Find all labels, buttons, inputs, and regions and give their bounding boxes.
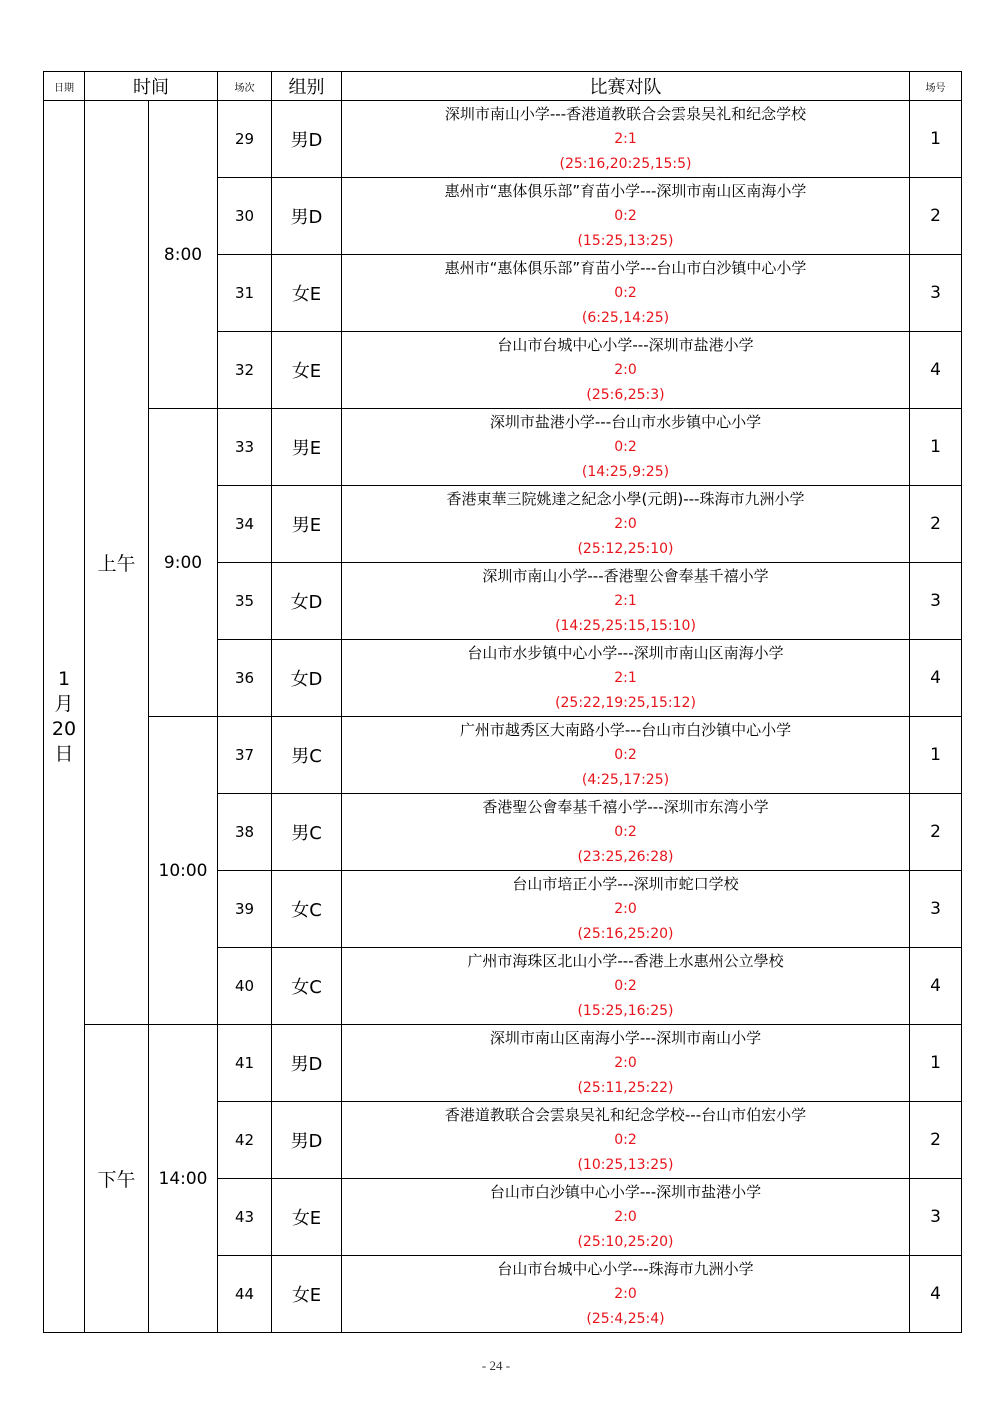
match-teams: 台山市培正小学---深圳市蛇口学校 [512,874,739,893]
table-row [44,1025,962,1102]
match-teams: 深圳市盐港小学---台山市水步镇中心小学 [489,412,762,431]
match-teams: 香港聖公會奉基千禧小学---深圳市东湾小学 [482,797,769,816]
match-score: 2:0 [614,1208,637,1225]
match-number: 41 [218,1025,272,1102]
match-score: 2:1 [614,592,637,609]
match-set-scores: (10:25,13:25) [577,1156,674,1173]
match-group: 女E [272,332,342,409]
time-slot: 8:00 [149,101,218,409]
date-day: 日 [54,742,74,765]
match-number: 37 [218,717,272,794]
half-afternoon: 下午 [85,1025,149,1333]
match-teams: 惠州市“惠体俱乐部”育苗小学---深圳市南山区南海小学 [444,181,807,200]
table-row [44,409,962,486]
match-court: 2 [910,1102,962,1179]
match-group: 女C [272,871,342,948]
match-cell [342,178,910,255]
match-court: 1 [910,101,962,178]
time-slot: 14:00 [149,1025,218,1333]
match-court: 3 [910,563,962,640]
match-court: 1 [910,717,962,794]
match-teams: 台山市白沙镇中心小学---深圳市盐港小学 [489,1182,762,1201]
match-teams: 惠州市“惠体俱乐部”育苗小学---台山市白沙镇中心小学 [444,258,807,277]
match-cell [342,255,910,332]
match-group: 女D [272,563,342,640]
match-court: 3 [910,871,962,948]
match-cell [342,563,910,640]
match-set-scores: (6:25,14:25) [581,309,670,326]
match-score: 2:1 [614,669,637,686]
match-cell [342,794,910,871]
match-group: 男D [272,178,342,255]
match-group: 女E [272,1256,342,1333]
match-court: 2 [910,794,962,871]
match-set-scores: (25:22,19:25,15:12) [555,694,696,711]
header-match-no: 场次 [218,72,272,101]
match-score: 0:2 [614,1131,637,1148]
match-teams: 深圳市南山区南海小学---深圳市南山小学 [489,1028,762,1047]
match-cell [342,486,910,563]
date-day-num: 20 [51,717,77,740]
match-set-scores: (14:25,9:25) [581,463,670,480]
match-score: 0:2 [614,284,637,301]
match-teams: 深圳市南山小学---香港道教联合会雲泉吴礼和纪念学校 [444,104,807,123]
match-cell [342,871,910,948]
match-number: 34 [218,486,272,563]
match-court: 2 [910,486,962,563]
match-group: 男C [272,717,342,794]
match-group: 男D [272,101,342,178]
match-set-scores: (23:25,26:28) [577,848,674,865]
match-set-scores: (4:25,17:25) [581,771,670,788]
half-morning: 上午 [85,101,149,1025]
match-teams: 深圳市南山小学---香港聖公會奉基千禧小学 [482,566,769,585]
match-court: 1 [910,409,962,486]
match-cell [342,1025,910,1102]
match-court: 4 [910,948,962,1025]
header-group: 组别 [272,72,342,101]
match-teams: 香港道教联合会雲泉吴礼和纪念学校---台山市伯宏小学 [444,1105,807,1124]
match-set-scores: (14:25,25:15,15:10) [555,617,696,634]
match-score: 2:0 [614,361,637,378]
match-teams: 台山市台城中心小学---珠海市九洲小学 [497,1259,754,1278]
match-score: 2:1 [614,130,637,147]
header-row [44,72,962,101]
match-court: 4 [910,332,962,409]
match-teams: 台山市水步镇中心小学---深圳市南山区南海小学 [467,643,784,662]
match-score: 0:2 [614,438,637,455]
header-court: 场号 [910,72,962,101]
match-set-scores: (25:12,25:10) [577,540,674,557]
match-teams: 香港東華三院姚達之紀念小學(元朗)---珠海市九洲小学 [446,489,805,508]
match-cell [342,332,910,409]
match-court: 2 [910,178,962,255]
match-set-scores: (25:16,20:25,15:5) [559,155,692,172]
match-set-scores: (25:10,25:20) [577,1233,674,1250]
match-court: 3 [910,1179,962,1256]
match-group: 男D [272,1102,342,1179]
match-number: 43 [218,1179,272,1256]
date-month-num: 1 [57,667,71,690]
match-number: 33 [218,409,272,486]
match-teams: 广州市海珠区北山小学---香港上水惠州公立學校 [467,951,784,970]
table-row [44,717,962,794]
match-number: 42 [218,1102,272,1179]
match-number: 30 [218,178,272,255]
time-slot: 9:00 [149,409,218,717]
match-group: 男C [272,794,342,871]
match-number: 35 [218,563,272,640]
header-date: 日期 [44,72,85,101]
match-teams: 广州市越秀区大南路小学---台山市白沙镇中心小学 [459,720,792,739]
match-score: 0:2 [614,977,637,994]
time-slot: 10:00 [149,717,218,1025]
match-cell [342,409,910,486]
match-court: 4 [910,640,962,717]
match-number: 31 [218,255,272,332]
match-cell [342,101,910,178]
match-score: 2:0 [614,515,637,532]
match-set-scores: (25:4,25:4) [586,1310,665,1327]
match-set-scores: (15:25,16:25) [577,1002,674,1019]
match-number: 32 [218,332,272,409]
match-cell [342,1102,910,1179]
date-month: 月 [54,692,74,715]
match-group: 男E [272,486,342,563]
schedule-table [43,71,962,1333]
match-court: 1 [910,1025,962,1102]
header-teams: 比赛对队 [342,72,910,101]
match-cell [342,640,910,717]
match-score: 2:0 [614,1285,637,1302]
match-group: 女D [272,640,342,717]
match-number: 29 [218,101,272,178]
header-time: 时间 [85,72,218,101]
match-group: 男D [272,1025,342,1102]
match-score: 0:2 [614,207,637,224]
match-group: 女E [272,255,342,332]
match-set-scores: (25:6,25:3) [586,386,665,403]
match-set-scores: (15:25,13:25) [577,232,674,249]
page-number: - 24 - [481,1358,511,1373]
match-set-scores: (25:16,25:20) [577,925,674,942]
match-score: 0:2 [614,823,637,840]
match-number: 36 [218,640,272,717]
match-court: 3 [910,255,962,332]
date-cell [44,101,85,1333]
match-group: 男E [272,409,342,486]
match-cell [342,1179,910,1256]
match-score: 0:2 [614,746,637,763]
match-court: 4 [910,1256,962,1333]
match-number: 39 [218,871,272,948]
match-teams: 台山市台城中心小学---深圳市盐港小学 [497,335,754,354]
match-cell [342,717,910,794]
match-number: 40 [218,948,272,1025]
match-score: 2:0 [614,900,637,917]
match-cell [342,948,910,1025]
match-set-scores: (25:11,25:22) [577,1079,674,1096]
match-group: 女E [272,1179,342,1256]
match-score: 2:0 [614,1054,637,1071]
match-number: 44 [218,1256,272,1333]
match-cell [342,1256,910,1333]
table-row [44,101,962,178]
match-group: 女C [272,948,342,1025]
match-number: 38 [218,794,272,871]
